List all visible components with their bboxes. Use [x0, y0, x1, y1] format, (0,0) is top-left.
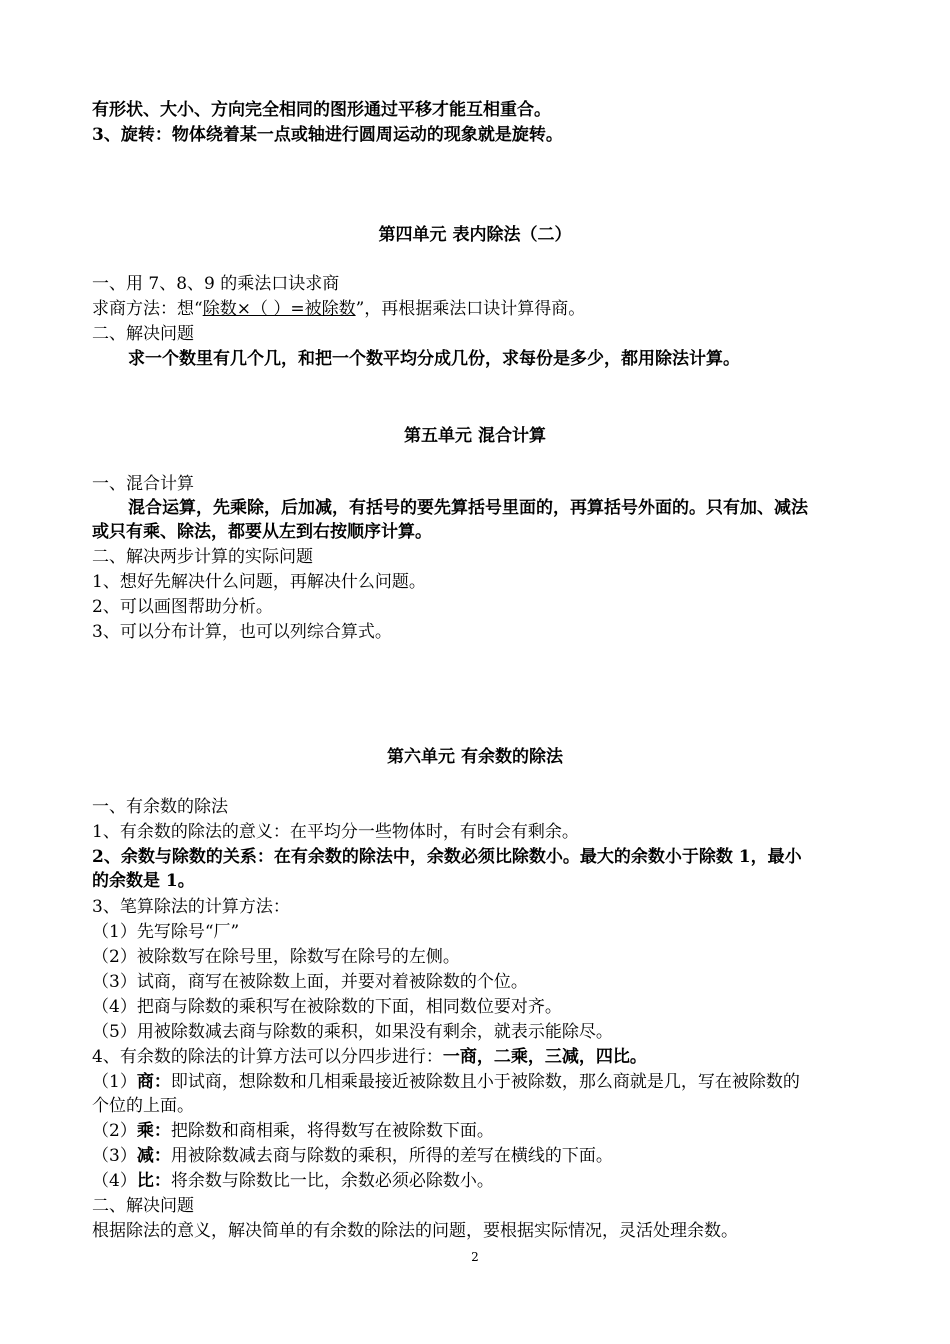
- unit5-title: 第五单元 混合计算: [404, 426, 546, 446]
- item-text: 即试商，想除数和几相乘最接近被除数且小于被除数，那么商就是几，写在被除数的: [170, 1072, 800, 1092]
- unit4-title: 第四单元 表内除法（二）: [378, 225, 572, 245]
- page-number: 2: [471, 1250, 479, 1264]
- section-heading: 二、解决两步计算的实际问题: [92, 547, 313, 567]
- text-line: 2、余数与除数的关系：在有余数的除法中，余数必须比除数小。最大的余数小于除数 1，最小: [92, 847, 802, 867]
- list-item: 3、笔算除法的计算方法：: [92, 897, 290, 917]
- text-line: 混合运算，先乘除，后加减，有括号的要先算括号里面的，再算括号外面的。只有加、减法: [128, 498, 808, 518]
- list-item: （1）先写除号“厂”: [92, 922, 240, 942]
- text-line: 求一个数里有几个几，和把一个数平均分成几份，求每份是多少，都用除法计算。: [128, 349, 740, 369]
- method-formula: 除数×（ ）=被除数: [202, 299, 356, 319]
- text-line: 或只有乘、除法，都要从左到右按顺序计算。: [92, 522, 432, 542]
- method-line: [92, 297, 880, 321]
- text-line: 的余数是 1。: [92, 871, 195, 891]
- list-item: [92, 1169, 880, 1193]
- text-line: 个位的上面。: [92, 1096, 194, 1116]
- list-item: [92, 1119, 880, 1143]
- method-suffix: ”，再根据乘法口诀计算得商。: [355, 299, 586, 319]
- text-line: 有形状、大小、方向完全相同的图形通过平移才能互相重合。: [92, 100, 551, 120]
- item-prefix: （1）: [92, 1072, 137, 1092]
- method-prefix: 求商方法：想“: [92, 299, 203, 319]
- list-item: （5）用被除数减去商与除数的乘积，如果没有剩余，就表示能除尽。: [92, 1022, 613, 1042]
- list-item: （2）被除数写在除号里，除数写在除号的左侧。: [92, 947, 460, 967]
- list-item: [92, 1144, 880, 1168]
- section-heading: 一、混合计算: [92, 474, 194, 494]
- list-item: 2、可以画图帮助分析。: [92, 597, 273, 617]
- list-item: [92, 1070, 880, 1094]
- text-line: 3、旋转：物体绕着某一点或轴进行圆周运动的现象就是旋转。: [92, 125, 563, 145]
- item-prefix: （2）: [92, 1121, 137, 1141]
- list-item: 3、可以分布计算，也可以列综合算式。: [92, 622, 392, 642]
- section-heading: 二、解决问题: [92, 1196, 194, 1216]
- unit6-title: 第六单元 有余数的除法: [387, 747, 563, 767]
- item-text: 将余数与除数比一比，余数必须必除数小。: [170, 1171, 494, 1191]
- item-text: 把除数和商相乘，将得数写在被除数下面。: [170, 1121, 494, 1141]
- item-keyword: 商：: [136, 1072, 171, 1092]
- list-item: 1、想好先解决什么问题，再解决什么问题。: [92, 572, 426, 592]
- item-keyword: 乘：: [136, 1121, 171, 1141]
- section-heading: 一、用 7、8、9 的乘法口诀求商: [92, 274, 340, 294]
- list-item: （4）把商与除数的乘积写在被除数的下面，相同数位要对齐。: [92, 997, 562, 1017]
- item-emphasis: 一商，二乘，三减，四比。: [442, 1047, 647, 1067]
- item-prefix: （3）: [92, 1146, 137, 1166]
- list-item: （3）试商，商写在被除数上面，并要对着被除数的个位。: [92, 972, 528, 992]
- section-heading: 二、解决问题: [92, 324, 194, 344]
- item-text: 4、有余数的除法的计算方法可以分四步进行：: [92, 1047, 443, 1067]
- list-item: 1、有余数的除法的意义：在平均分一些物体时，有时会有剩余。: [92, 822, 579, 842]
- item-keyword: 比：: [136, 1171, 171, 1191]
- item-keyword: 减：: [136, 1146, 171, 1166]
- item-text: 用被除数减去商与除数的乘积，所得的差写在横线的下面。: [170, 1146, 613, 1166]
- section-heading: 一、有余数的除法: [92, 797, 228, 817]
- text-line: 根据除法的意义，解决简单的有余数的除法的问题，要根据实际情况，灵活处理余数。: [92, 1221, 738, 1241]
- item-prefix: （4）: [92, 1171, 137, 1191]
- list-item: [92, 1045, 880, 1069]
